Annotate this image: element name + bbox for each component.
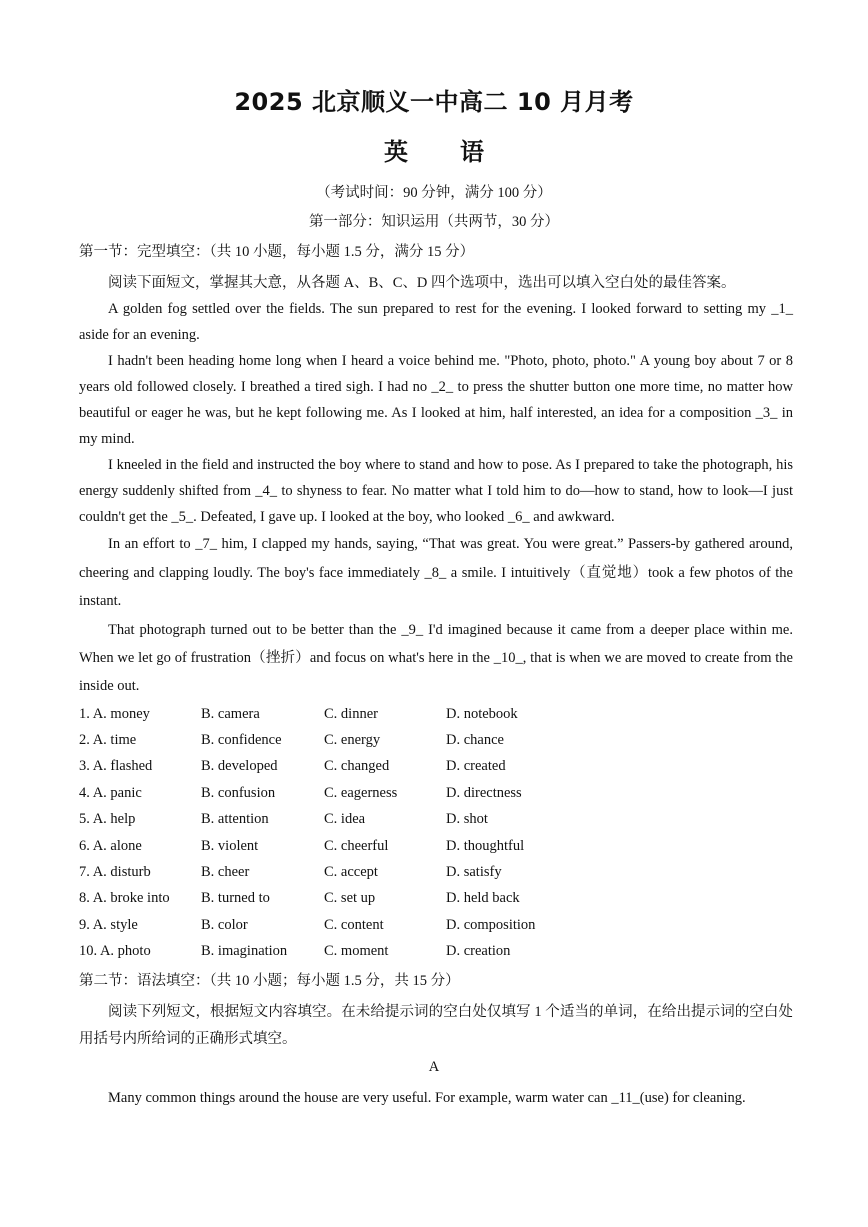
exam-info: （考试时间：90 分钟，满分 100 分） <box>316 185 552 201</box>
option-a: 5. A. help <box>79 811 136 827</box>
option-b: B. color <box>201 917 248 933</box>
option-b: B. developed <box>201 758 278 774</box>
grammar-passage <box>79 1085 793 1111</box>
section-1-instruction: 阅读下面短文，掌握其大意，从各题 A、B、C、D 四个选项中，选出可以填入空白处的最佳答案。 <box>108 275 736 291</box>
section-2-heading: 第二节：语法填空：（共 10 小题；每小题 1.5 分，共 15 分） <box>79 973 460 989</box>
section-2-instruction: 阅读下列短文，根据短文内容填空。在未给提示词的空白处仅填写 1 个适当的单词，在给出提示词的空白处用括号内所给词的正确形式填空。 <box>79 1004 793 1047</box>
exam-title: 2025 北京顺义一中高二 10 月月考 <box>234 88 634 116</box>
option-c: C. accept <box>324 864 378 880</box>
option-a: 6. A. alone <box>79 838 142 854</box>
option-a: 7. A. disturb <box>79 864 151 880</box>
passage-paragraph: I hadn't been heading home long when I heard a voice behind me. "Photo, photo, photo." A young boy about 7 or 8 years old followed closely. I breathed a tired sigh. I had no _2_ to press the shutter button one more time, no matter how beautiful or eager he was, but he kept following me. As I looked at him, half interested, an idea for a composition _3_ in my mind. <box>79 353 793 447</box>
option-row <box>79 943 639 965</box>
option-d: D. chance <box>446 732 504 748</box>
subject-char-1: 英 <box>384 138 408 166</box>
option-a: 2. A. time <box>79 732 137 748</box>
option-row <box>79 758 639 780</box>
option-d: D. composition <box>446 917 536 933</box>
option-c: C. cheerful <box>324 838 389 854</box>
option-row <box>79 864 639 886</box>
option-c: C. changed <box>324 758 390 774</box>
option-a: 4. A. panic <box>79 785 142 801</box>
option-b: B. camera <box>201 706 260 722</box>
option-row <box>79 917 639 939</box>
option-c: C. energy <box>324 732 381 748</box>
option-c: C. eagerness <box>324 785 398 801</box>
option-row <box>79 732 639 754</box>
option-b: B. cheer <box>201 864 250 880</box>
option-b: B. confusion <box>201 785 276 801</box>
option-a: 8. A. broke into <box>79 890 170 906</box>
option-a: 10. A. photo <box>79 943 151 959</box>
option-c: C. content <box>324 917 384 933</box>
option-b: B. turned to <box>201 890 270 906</box>
option-b: B. confidence <box>201 732 282 748</box>
cloze-passage <box>79 270 793 700</box>
option-c: C. set up <box>324 890 376 906</box>
option-d: D. directness <box>446 785 522 801</box>
option-a: 1. A. money <box>79 706 150 722</box>
option-row <box>79 811 639 833</box>
option-d: D. held back <box>446 890 520 906</box>
option-d: D. shot <box>446 811 488 827</box>
subject-title <box>0 132 868 167</box>
option-b: B. attention <box>201 811 269 827</box>
passage-paragraph: In an effort to _7_ him, I clapped my hands, saying, “That was great. You were great.” Passers-by gathered around, cheering and clapping loudly. The boy's face immediately _8_ a smile. I intuitively（直觉地）took a few photos of the instant. <box>79 536 793 609</box>
option-a: 9. A. style <box>79 917 138 933</box>
grammar-instruction-block <box>79 999 793 1053</box>
option-d: D. notebook <box>446 706 518 722</box>
option-row <box>79 890 639 912</box>
passage-label: A <box>428 1059 440 1075</box>
option-c: C. idea <box>324 811 366 827</box>
option-d: D. thoughtful <box>446 838 525 854</box>
passage-paragraph: Many common things around the house are very useful. For example, warm water can _11_(use) for cleaning. <box>108 1090 746 1106</box>
subject-char-2: 语 <box>460 138 484 166</box>
option-row <box>79 838 639 860</box>
part-one-heading: 第一部分：知识运用（共两节，30 分） <box>308 214 560 230</box>
passage-paragraph: I kneeled in the field and instructed the boy where to stand and how to pose. As I prepared to take the photograph, his energy suddenly shifted from _4_ to shyness to fear. No matter what I told him to do—how to stand, how to look—I just couldn't get the _5_. Defeated, I gave up. I looked at the boy, who looked _6_ and awkward. <box>79 457 793 525</box>
option-d: D. created <box>446 758 506 774</box>
section-1-heading: 第一节：完型填空：（共 10 小题，每小题 1.5 分，满分 15 分） <box>79 244 475 260</box>
passage-paragraph: That photograph turned out to be better than the _9_ I'd imagined because it came from a deeper place within me. When we let go of frustration（挫折）and focus on what's here in the _10_, that is when we are moved to create from the inside out. <box>79 621 793 694</box>
option-d: D. creation <box>446 943 511 959</box>
option-b: B. imagination <box>201 943 288 959</box>
option-row <box>79 706 639 728</box>
option-c: C. moment <box>324 943 389 959</box>
option-b: B. violent <box>201 838 259 854</box>
option-d: D. satisfy <box>446 864 502 880</box>
option-row <box>79 785 639 807</box>
option-c: C. dinner <box>324 706 378 722</box>
passage-paragraph: A golden fog settled over the fields. The sun prepared to rest for the evening. I looked forward to setting my _1_ aside for an evening. <box>79 301 793 343</box>
option-a: 3. A. flashed <box>79 758 153 774</box>
